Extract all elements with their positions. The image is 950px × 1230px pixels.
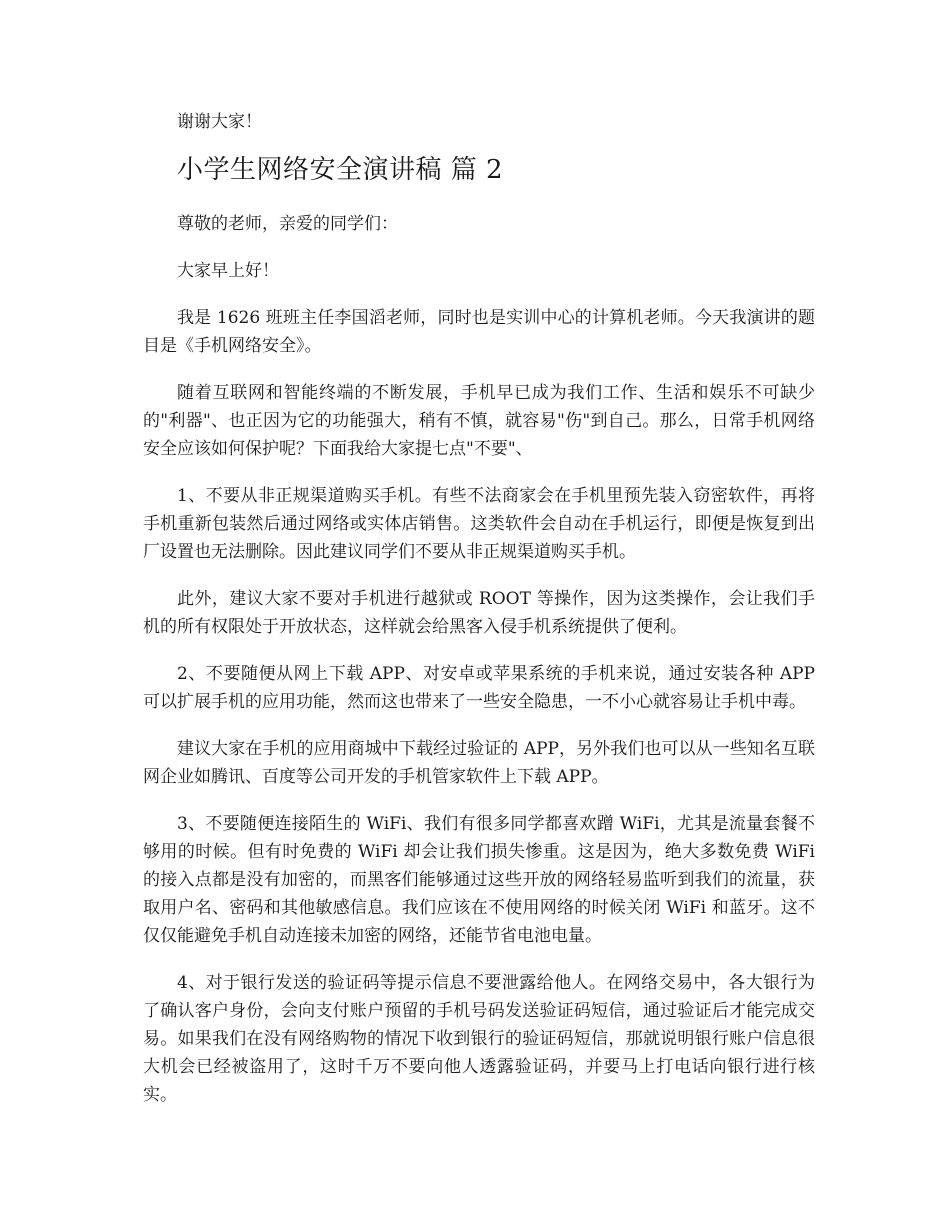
speech-title: 小学生网络安全演讲稿 篇 2 (177, 155, 504, 185)
paragraph-root-warning: 此外，建议大家不要对手机进行越狱或 ROOT 等操作，因为这类操作，会让我们手机的所有权限处于开放状态，这样就会给黑客入侵手机系统提供了便利。 (143, 589, 815, 637)
paragraph-point-2: 2、不要随便从网上下载 APP、对安卓或苹果系统的手机来说，通过安装各种 APP 可以扩展手机的应用功能，然而这也带来了一些安全隐患，一不小心就容易让手机中毒。 (143, 664, 815, 712)
paragraph-intro: 我是 1626 班班主任李国滔老师，同时也是实训中心的计算机老师。今天我演讲的题目是《手机网络安全》。 (143, 308, 815, 356)
paragraph-background: 随着互联网和智能终端的不断发展，手机早已成为我们工作、生活和娱乐不可缺少的"利器"、也正因为它的功能强大，稍有不慎，就容易"伤"到自己。那么，日常手机网络安全应该如何保护呢？下面我给大家提七点"不要"、 (143, 383, 815, 459)
closing-line: 谢谢大家！ (177, 112, 262, 132)
paragraph-app-advice: 建议大家在手机的应用商城中下载经过验证的 APP，另外我们也可以从一些知名互联网企业如腾讯、百度等公司开发的手机管家软件上下载 APP。 (143, 739, 815, 787)
greeting: 大家早上好！ (177, 261, 279, 281)
paragraph-point-4: 4、对于银行发送的验证码等提示信息不要泄露给他人。在网络交易中，各大银行为了确认客户身份，会向支付账户预留的手机号码发送验证码短信，通过验证后才能完成交易。如果我们在没有网络购物的情况下收到银行的验证码短信，那就说明银行账户信息很大机会已经被盗用了，这时千万不要向他人透露验证码，并要马上打电话向银行进行核实。 (143, 973, 815, 1105)
paragraph-point-3: 3、不要随便连接陌生的 WiFi、我们有很多同学都喜欢蹭 WiFi，尤其是流量套餐不够用的时候。但有时免费的 WiFi 却会让我们损失惨重。这是因为，绝大多数免费 WiFi 的接入点都是没有加密的，而黑客们能够通过这些开放的网络轻易监听到我们的流量，获取用户名、密码和其他敏感信息。我们应该在不使用网络的时候关闭 WiFi 和蓝牙。这不仅仅能避免手机自动连接未加密的网络，还能节省电池电量。 (143, 814, 815, 946)
document-body (143, 108, 815, 1128)
paragraph-point-1: 1、不要从非正规渠道购买手机。有些不法商家会在手机里预先装入窃密软件，再将手机重新包装然后通过网络或实体店销售。这类软件会自动在手机运行，即便是恢复到出厂设置也无法删除。因此建议同学们不要从非正规渠道购买手机。 (143, 486, 815, 562)
salutation: 尊敬的老师，亲爱的同学们： (177, 214, 398, 234)
